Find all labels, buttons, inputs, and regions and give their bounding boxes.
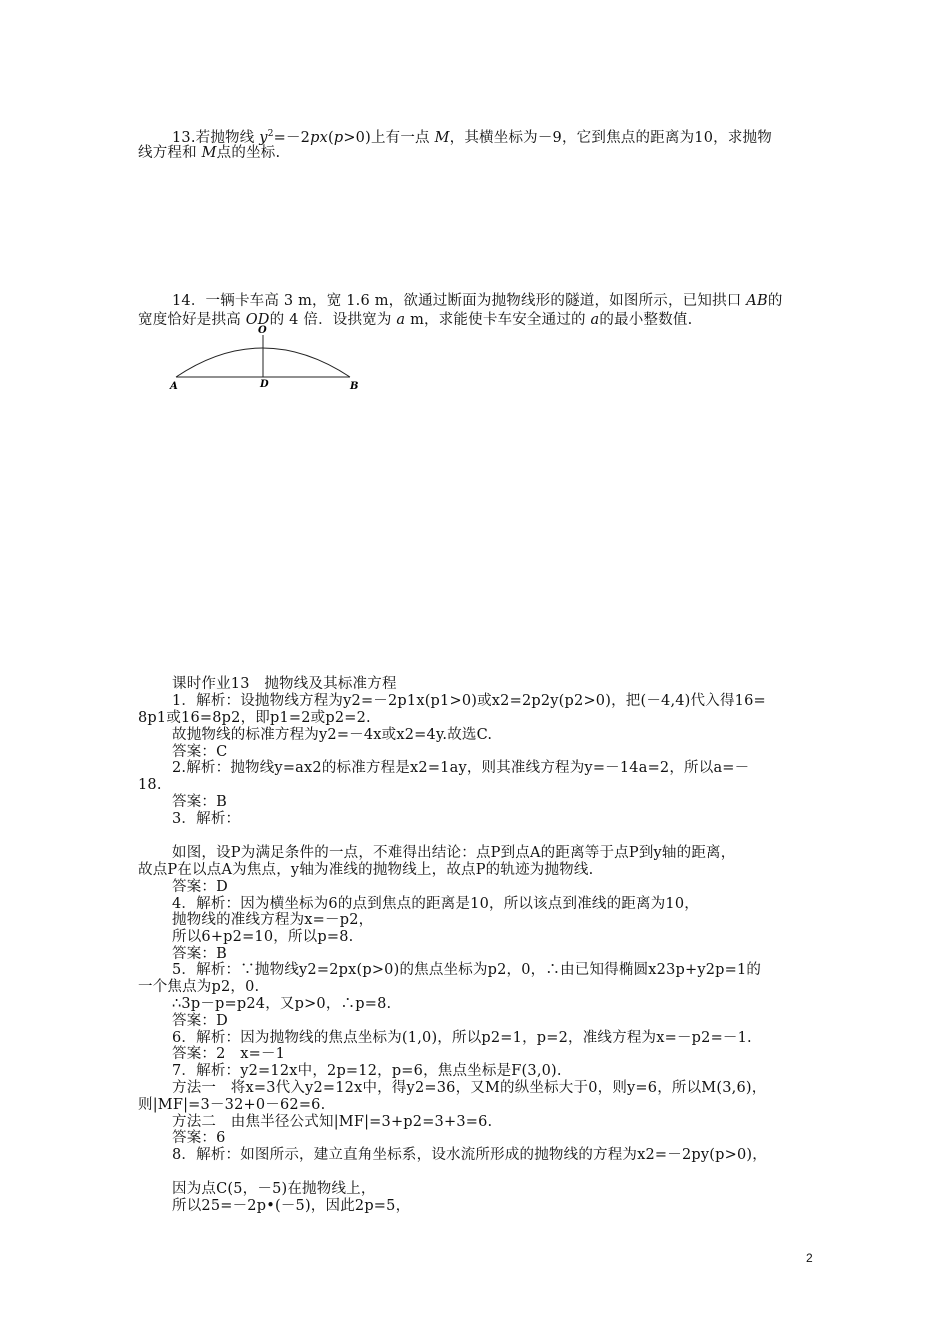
answer-line: 4．解析：因为横坐标为6的点到焦点的距离是10，所以该点到准线的距离为10，	[172, 896, 699, 912]
answer-line: 2.解析：抛物线y=ax2的标准方程是x2=1ay，则其准线方程为y=－14a=2，所以a=－	[172, 760, 750, 776]
answer-line: 答案：C	[172, 744, 228, 760]
label-B: B	[350, 381, 359, 392]
answer-line: 答案：B	[172, 946, 227, 962]
answer-line: 5．解析：∵抛物线y2=2px(p>0)的焦点坐标为p2，0，∴由已知得椭圆x23p+y2p=1的	[172, 962, 762, 978]
answer-line: 所以25=－2p•(－5)，因此2p=5，	[172, 1198, 411, 1214]
answer-line: 7．解析：y2=12x中，2p=12，p=6，焦点坐标是F(3,0).	[172, 1063, 562, 1079]
q14-line-2: 宽度恰好是拱高 OD的 4 倍．设拱宽为 a m，求能使卡车安全通过的 a的最小整数值.	[138, 312, 693, 328]
label-A: A	[170, 381, 178, 392]
answer-line: 3．解析：	[172, 811, 241, 827]
answer-line: 答案：6	[172, 1130, 226, 1146]
label-D: D	[260, 379, 269, 390]
tunnel-figure	[168, 323, 364, 393]
answer-line: 方法二 由焦半径公式知|MF|=3+p2=3+3=6.	[172, 1114, 493, 1130]
answer-line: 方法一 将x=3代入y2=12x中，得y2=36，又M的纵坐标大于0，则y=6，所以M(3,6)，	[172, 1080, 767, 1096]
answers-title: 课时作业13 抛物线及其标准方程	[172, 676, 397, 692]
answer-line: 答案：D	[172, 1013, 228, 1029]
answer-line: 答案：2 x=－1	[172, 1046, 286, 1062]
answer-line: ∴3p－p=p24，又p>0，∴p=8.	[172, 996, 392, 1012]
q14-line-1: 14．一辆卡车高 3 m，宽 1.6 m，欲通过断面为抛物线形的隧道，如图所示，已知拱口 AB的	[172, 293, 783, 309]
answer-line: 答案：B	[172, 794, 227, 810]
answer-line: 一个焦点为p2，0.	[138, 979, 260, 995]
answer-line: 如图，设P为满足条件的一点，不难得出结论：点P到点A的距离等于点P到y轴的距离，	[172, 845, 736, 861]
label-O: O	[258, 325, 267, 336]
answer-line: 则|MF|=3－32+0－62=6.	[138, 1097, 326, 1113]
answer-line: 1．解析：设抛物线方程为y2=－2p1x(p1>0)或x2=2p2y(p2>0)，把(－4,4)代入得16=	[172, 693, 766, 709]
answer-line: 所以6+p2=10，所以p=8.	[172, 929, 354, 945]
q13-line-2: 线方程和 M点的坐标.	[138, 145, 281, 161]
answer-line: 答案：D	[172, 879, 228, 895]
answer-line: 故抛物线的标准方程为y2=－4x或x2=4y.故选C.	[172, 727, 493, 743]
answer-line: 故点P在以点A为焦点，y轴为准线的抛物线上，故点P的轨迹为抛物线.	[138, 862, 594, 878]
answer-line: 8．解析：如图所示，建立直角坐标系，设水流所形成的抛物线的方程为x2=－2py(p>0)，	[172, 1147, 767, 1163]
answer-line: 抛物线的准线方程为x=－p2，	[172, 912, 374, 928]
answer-line: 6．解析：因为抛物线的焦点坐标为(1,0)，所以p2=1，p=2，准线方程为x=－p2=－1.	[172, 1030, 752, 1046]
answer-line: 8p1或16=8p2，即p1=2或p2=2.	[138, 710, 371, 726]
page-number: 2	[806, 1251, 813, 1265]
q13-line-1: 13.若抛物线 $y^2=-2px(p>0)$上有一点 M，其横坐标为－9，它到焦点的距离为10，求抛物	[172, 129, 772, 146]
answer-line: 因为点C(5，－5)在抛物线上，	[172, 1181, 376, 1197]
answer-line: 18.	[138, 777, 162, 793]
